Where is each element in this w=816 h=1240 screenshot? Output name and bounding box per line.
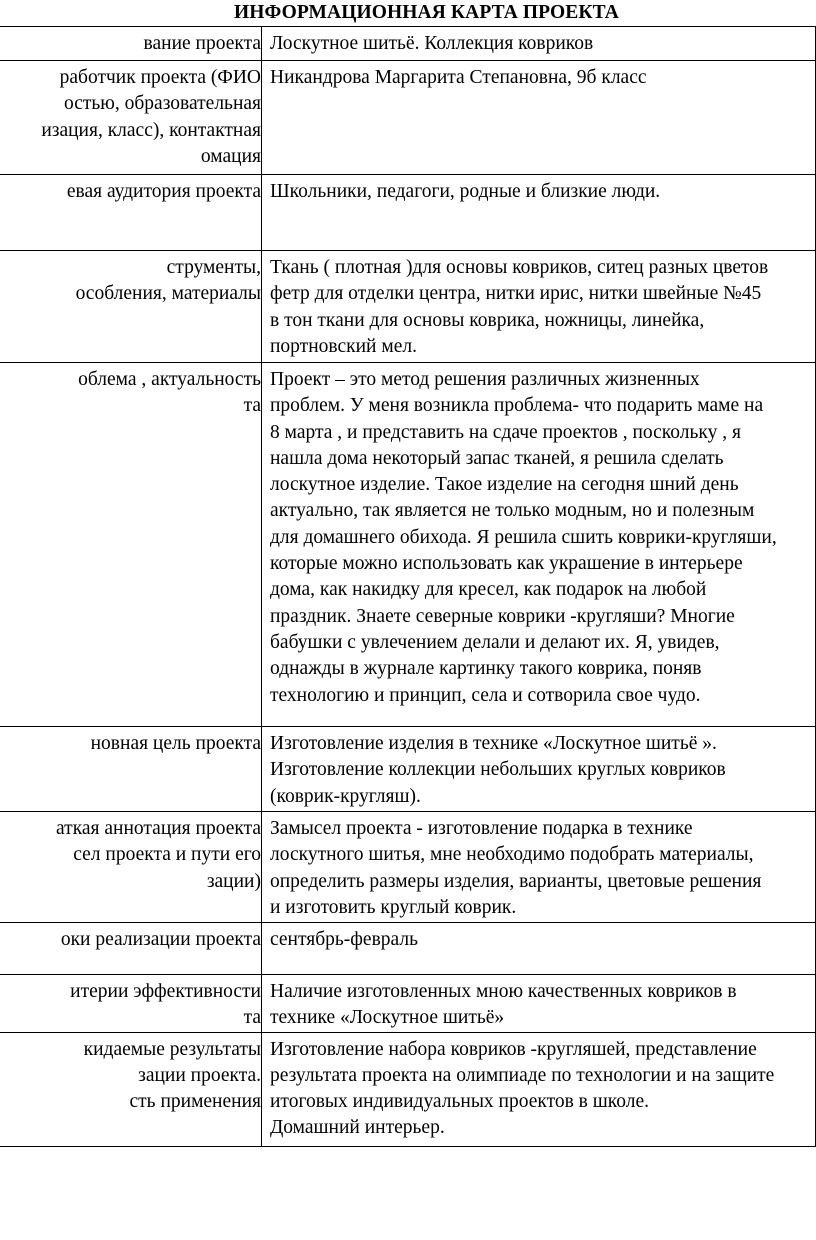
row-value-cell <box>262 1032 816 1146</box>
row-label-cell <box>0 1032 262 1146</box>
value-line: Наличие изготовленных мною качественных ковриков в <box>270 981 737 1002</box>
row-label-cell <box>0 27 262 61</box>
label-line: струменты, <box>166 257 261 278</box>
value-line: Замысел проекта - изготовление подарка в технике <box>270 818 693 839</box>
table-row <box>0 727 816 812</box>
value-line: сентябрь-февраль <box>270 929 418 950</box>
value-line: Лоскутное шитьё. Коллекция ковриков <box>270 33 594 54</box>
value-line: и изготовить круглый коврик. <box>270 896 517 918</box>
label-line: сть применения <box>129 1091 261 1113</box>
label-line: работчик проекта (ФИО <box>59 67 261 88</box>
value-line: итоговых индивидуальных проектов в школе. <box>270 1091 650 1113</box>
label-line: особления, материалы <box>75 283 261 305</box>
label-line: итерии эффективности <box>70 981 261 1002</box>
label-line: евая аудитория проекта <box>66 181 261 202</box>
table-row <box>0 1032 816 1146</box>
label-line: оки реализации проекта <box>60 929 261 950</box>
row-label-cell <box>0 923 262 975</box>
table-row <box>0 363 816 727</box>
value-line: лоскутное изделие. Такое изделие на сегодня шний день <box>270 474 739 496</box>
table-row <box>0 975 816 1033</box>
value-line: Изготовление коллекции небольших круглых ковриков <box>270 759 726 781</box>
label-line: омация <box>200 145 261 167</box>
value-line: определить размеры изделия, варианты, цветовые решения <box>270 870 762 892</box>
value-line: дома, как накидку для кресел, как подарок на любой <box>270 579 707 601</box>
value-line: Никандрова Маргарита Степановна, 9б класс <box>270 67 647 88</box>
row-value-cell <box>262 975 816 1033</box>
project-info-table <box>0 26 816 1147</box>
label-line: вание проекта <box>143 33 261 54</box>
table-row <box>0 175 816 251</box>
value-line: технике «Лоскутное шитьё» <box>270 1007 505 1029</box>
row-value-cell <box>262 251 816 363</box>
table-row <box>0 923 816 975</box>
row-value-cell <box>262 175 816 251</box>
row-label-cell <box>0 812 262 923</box>
label-line: та <box>243 1007 261 1029</box>
value-line: Изготовление набора ковриков -кругляшей, представление <box>270 1038 757 1060</box>
label-line: остью, образовательная <box>64 93 261 115</box>
row-value-cell <box>262 923 816 975</box>
row-value-cell <box>262 61 816 175</box>
value-line: результата проекта на олимпиаде по технологии и на защите <box>270 1064 775 1086</box>
row-label-cell <box>0 251 262 363</box>
value-line: портновский мел. <box>270 335 417 357</box>
value-line: праздник. Знаете северные коврики -кругляши? Многие <box>270 605 735 627</box>
label-line: кидаемые результаты <box>83 1038 261 1060</box>
table-row <box>0 812 816 923</box>
value-line: проблем. У меня возникла проблема- что подарить маме на <box>270 395 764 417</box>
row-label-cell <box>0 727 262 812</box>
value-line: Проект – это метод решения различных жизненных <box>270 369 700 390</box>
row-value-cell <box>262 363 816 727</box>
label-line: новная цель проекта <box>90 733 261 754</box>
value-line: актуально, так является не только модным, но и полезным <box>270 500 755 522</box>
value-line: нашла дома некоторый запас тканей, я решила сделать <box>270 447 724 469</box>
value-line: для домашнего обихода. Я решила сшить коврики-кругляши, <box>270 526 777 548</box>
label-line: сел проекта и пути его <box>73 844 261 866</box>
page-title: ИНФОРМАЦИОННАЯ КАРТА ПРОЕКТА <box>234 2 619 23</box>
label-line: изация, класс), контактная <box>41 119 261 141</box>
value-line: фетр для отделки центра, нитки ирис, нитки швейные №45 <box>270 283 762 305</box>
value-line: (коврик-кругляш). <box>270 785 421 807</box>
value-line: в тон ткани для основы коврика, ножницы, линейка, <box>270 309 705 331</box>
value-line: бабушки с увлечением делали и делают их. Я, увидев, <box>270 631 720 653</box>
value-line: Ткань ( плотная )для основы ковриков, ситец разных цветов <box>270 257 769 278</box>
label-line: зации проекта. <box>138 1064 261 1086</box>
value-line: Домашний интерьер. <box>270 1117 445 1139</box>
value-line: Изготовление изделия в технике «Лоскутное шитьё ». <box>270 733 717 754</box>
table-row <box>0 27 816 61</box>
label-line: облема , актуальность <box>78 369 261 390</box>
value-line: лоскутного шитья, мне необходимо подобрать материалы, <box>270 844 754 866</box>
table-row <box>0 61 816 175</box>
row-label-cell <box>0 975 262 1033</box>
row-value-cell <box>262 727 816 812</box>
row-label-cell <box>0 175 262 251</box>
label-line: та <box>243 395 261 417</box>
row-label-cell <box>0 363 262 727</box>
label-line: аткая аннотация проекта <box>56 818 261 839</box>
value-line: которые можно использовать как украшение в интерьере <box>270 553 743 575</box>
row-value-cell <box>262 27 816 61</box>
value-line: Школьники, педагоги, родные и близкие люди. <box>270 181 661 202</box>
row-label-cell <box>0 61 262 175</box>
value-line: технологию и принцип, села и сотворила свое чудо. <box>270 684 701 706</box>
value-line: 8 марта , и представить на сдаче проектов , поскольку , я <box>270 421 741 443</box>
value-line: однажды в журнале картинку такого коврика, поняв <box>270 658 702 680</box>
row-value-cell <box>262 812 816 923</box>
table-row <box>0 251 816 363</box>
label-line: зации) <box>206 870 261 892</box>
